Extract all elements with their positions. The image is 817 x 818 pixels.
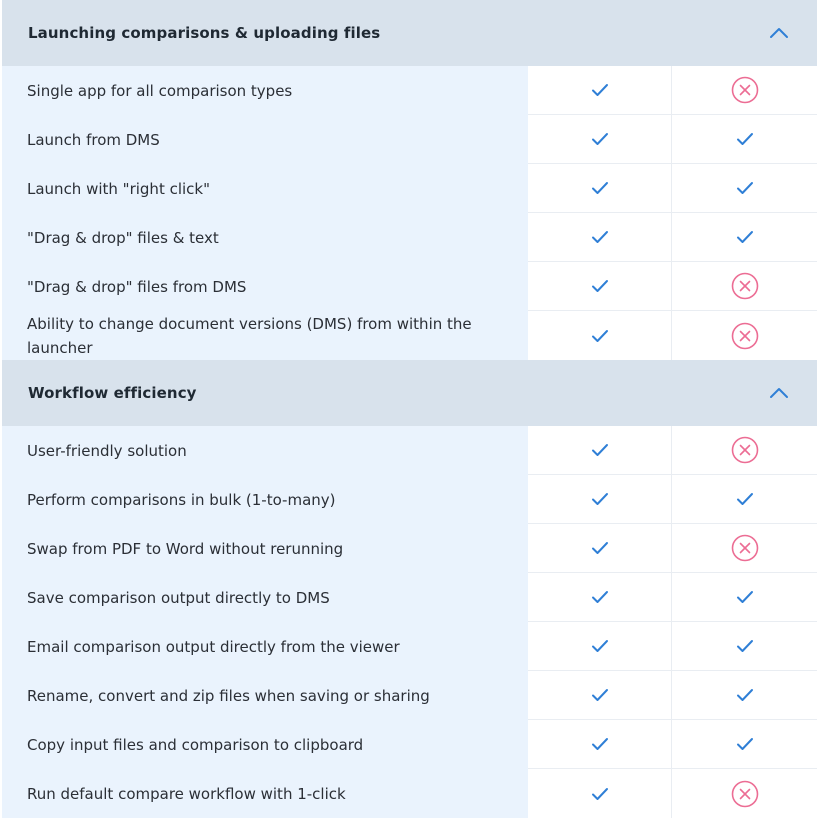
feature-label: Launch from DMS — [0, 115, 528, 164]
table-row — [0, 426, 817, 475]
feature-label: Save comparison output directly to DMS — [0, 573, 528, 622]
product-1-cell — [528, 115, 672, 164]
check-icon — [591, 737, 609, 751]
feature-label: Email comparison output directly from the viewer — [0, 622, 528, 671]
product-1-cell — [528, 475, 672, 524]
product-1-cell — [528, 66, 672, 115]
product-2-cell — [672, 475, 817, 524]
cross-circle-icon — [731, 322, 759, 350]
check-icon — [591, 83, 609, 97]
section-header[interactable] — [0, 0, 817, 66]
section-title: Launching comparisons & uploading files — [28, 24, 381, 42]
feature-label: Single app for all comparison types — [0, 66, 528, 115]
product-2-cell — [672, 213, 817, 262]
check-icon — [591, 541, 609, 555]
product-2-cell — [672, 262, 817, 311]
check-icon — [591, 688, 609, 702]
product-2-cell — [672, 671, 817, 720]
section-title: Workflow efficiency — [28, 384, 197, 402]
product-2-cell — [672, 622, 817, 671]
check-icon — [736, 230, 754, 244]
product-1-cell — [528, 671, 672, 720]
feature-label: Ability to change document versions (DMS) from within the launcher — [0, 311, 528, 360]
table-row — [0, 164, 817, 213]
check-icon — [591, 230, 609, 244]
cross-circle-icon — [731, 780, 759, 808]
product-1-cell — [528, 524, 672, 573]
table-row — [0, 66, 817, 115]
check-icon — [736, 590, 754, 604]
cross-circle-icon — [731, 534, 759, 562]
check-icon — [591, 132, 609, 146]
product-2-cell — [672, 115, 817, 164]
check-icon — [591, 443, 609, 457]
feature-label: "Drag & drop" files from DMS — [0, 262, 528, 311]
check-icon — [736, 639, 754, 653]
table-row — [0, 475, 817, 524]
check-icon — [591, 492, 609, 506]
product-1-cell — [528, 164, 672, 213]
check-icon — [736, 688, 754, 702]
feature-label: User-friendly solution — [0, 426, 528, 475]
product-2-cell — [672, 769, 817, 818]
product-1-cell — [528, 769, 672, 818]
table-row — [0, 524, 817, 573]
check-icon — [591, 181, 609, 195]
table-row — [0, 213, 817, 262]
table-row — [0, 262, 817, 311]
product-1-cell — [528, 262, 672, 311]
feature-label: Run default compare workflow with 1-click — [0, 769, 528, 818]
section-body — [0, 426, 817, 818]
product-1-cell — [528, 622, 672, 671]
table-row — [0, 573, 817, 622]
table-row — [0, 115, 817, 164]
check-icon — [736, 181, 754, 195]
chevron-up-icon[interactable] — [767, 381, 791, 405]
table-row — [0, 311, 817, 360]
product-2-cell — [672, 573, 817, 622]
check-icon — [591, 639, 609, 653]
feature-label: Copy input files and comparison to clipboard — [0, 720, 528, 769]
cross-circle-icon — [731, 76, 759, 104]
product-2-cell — [672, 426, 817, 475]
feature-label: Launch with "right click" — [0, 164, 528, 213]
section-body — [0, 66, 817, 360]
cross-circle-icon — [731, 436, 759, 464]
product-2-cell — [672, 311, 817, 360]
product-1-cell — [528, 213, 672, 262]
check-icon — [591, 329, 609, 343]
check-icon — [736, 492, 754, 506]
check-icon — [736, 737, 754, 751]
product-1-cell — [528, 311, 672, 360]
feature-label: Rename, convert and zip files when saving or sharing — [0, 671, 528, 720]
check-icon — [591, 590, 609, 604]
table-row — [0, 769, 817, 818]
product-2-cell — [672, 720, 817, 769]
check-icon — [736, 132, 754, 146]
feature-label: Perform comparisons in bulk (1-to-many) — [0, 475, 528, 524]
feature-label: "Drag & drop" files & text — [0, 213, 528, 262]
product-2-cell — [672, 164, 817, 213]
section-header[interactable] — [0, 360, 817, 426]
product-1-cell — [528, 426, 672, 475]
product-1-cell — [528, 573, 672, 622]
table-row — [0, 720, 817, 769]
product-2-cell — [672, 66, 817, 115]
check-icon — [591, 279, 609, 293]
chevron-up-icon[interactable] — [767, 21, 791, 45]
cross-circle-icon — [731, 272, 759, 300]
table-row — [0, 622, 817, 671]
product-2-cell — [672, 524, 817, 573]
table-row — [0, 671, 817, 720]
product-1-cell — [528, 720, 672, 769]
feature-label: Swap from PDF to Word without rerunning — [0, 524, 528, 573]
check-icon — [591, 787, 609, 801]
